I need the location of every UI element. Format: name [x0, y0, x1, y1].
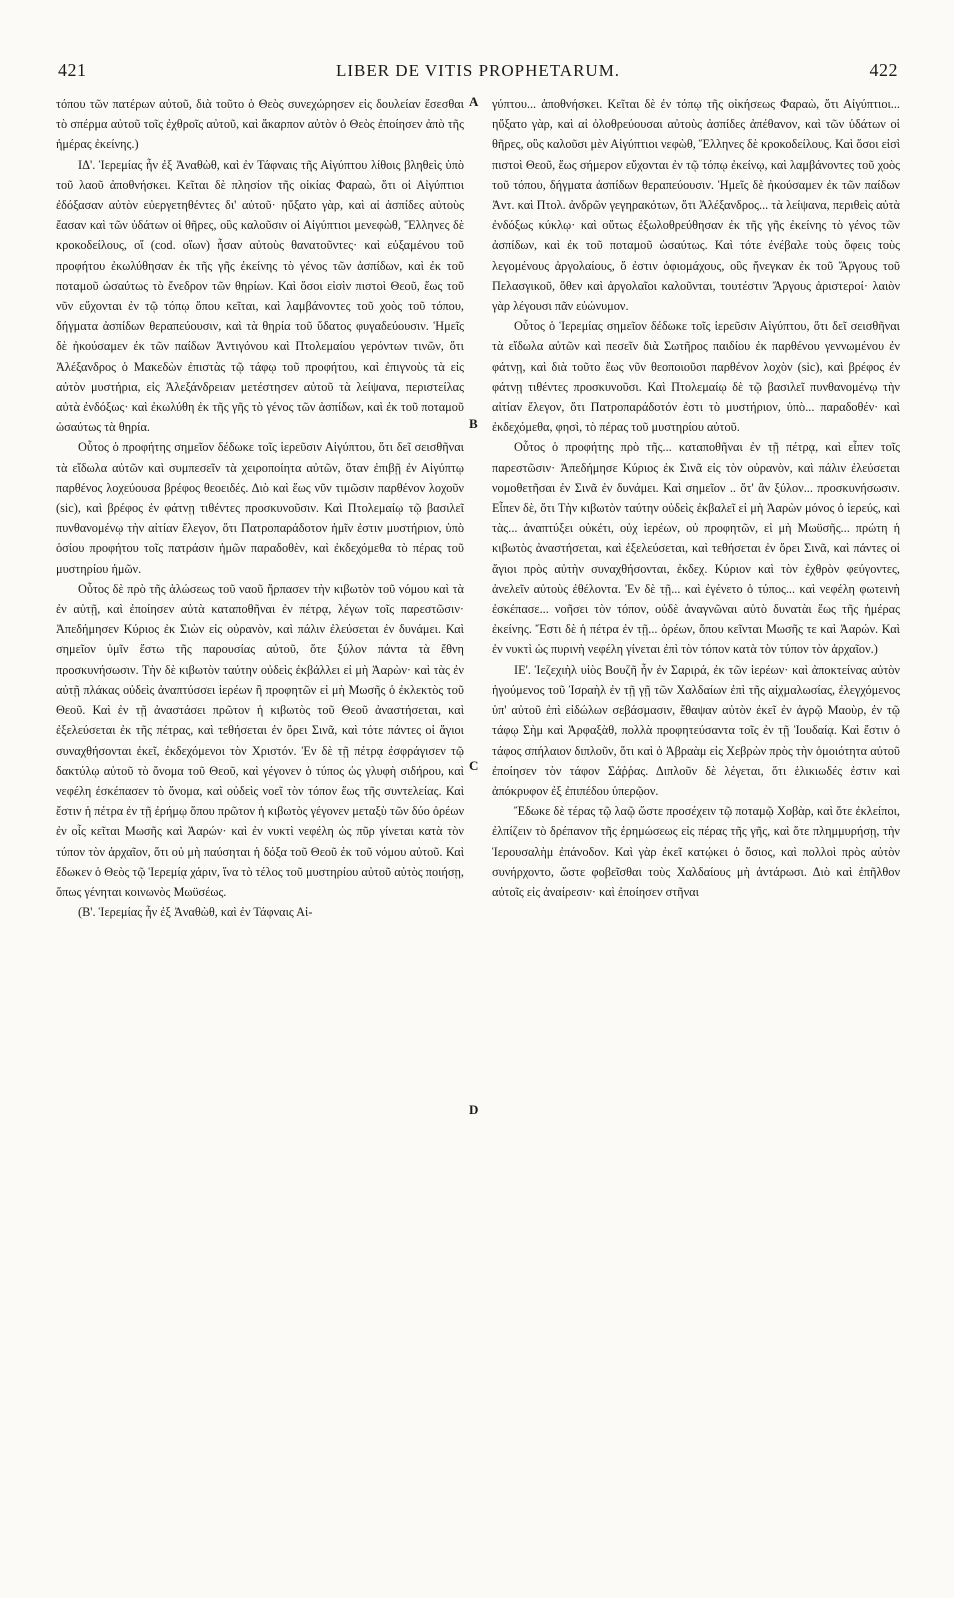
paragraph: Ἔδωκε δὲ τέρας τῷ λαῷ ὥστε προσέχειν τῷ ποταμῷ Χοβὰρ, καὶ ὅτε ἐκλείποι, ἐλπίζειν τὸ δρέπανον τῆς ἐρημώσεως εἰς πέρας τῆς γῆς, καὶ ὅτε πλημμυρήσῃ, τὴν Ἱερουσαλὴμ ἐπάνοδον. Καὶ γὰρ ἐκεῖ κατῴκει ὁ ὅσιος, καὶ πολλοὶ πρὸς αὐτὸν συνήρχοντο, ὥστε φοβεῖσθαι τοὺς Χαλδαίους μὴ ἀντάρωσι. Διὸ καὶ ἐπῆλθον αὐτοῖς εἰς ἀναίρεσιν· καὶ ἐποίησεν στῆναι — [492, 804, 900, 899]
running-title: LIBER DE VITIS PROPHETARUM. — [335, 61, 621, 80]
paragraph: (Β'. Ἱερεμίας ἦν ἐξ Ἀναθὼθ, καὶ ἐν Τάφναις Αἰ- — [78, 905, 313, 920]
paragraph: Οὗτος ὁ Ἱερεμίας σημεῖον δέδωκε τοῖς ἱερεῦσιν Αἰγύπτου, ὅτι δεῖ σεισθῆναι τὰ εἴδωλα αὐτῶν καὶ πεσεῖν διὰ Σωτῆρος παιδίου ἐκ παρθένου γεννωμένου ἐν φάτνῃ, καὶ διὰ τοῦτο ἕως νῦν θεοποιοῦσι παρθένον λοχὸν (sic), καὶ βρέφος ἐν φάτνῃ τιθέντες προσκυνοῦσι. Καὶ Πτολεμαίῳ δὲ τῷ βασιλεῖ πυνθανομένῳ τὴν αἰτίαν ἔλεγον, ὅτι Πατροπαράδοτόν ἐστι τὸ μυστήριον, ὑπὸ... παραδοθέν· καὶ ἐκδεχόμεθα, φησὶ, τὸ πέρας τοῦ μυστηρίου αὐτοῦ. — [492, 319, 900, 435]
section-marker-d: D — [469, 1102, 479, 1117]
paragraph: τόπου τῶν πατέρων αὐτοῦ, διὰ τοῦτο ὁ Θεὸς συνεχώρησεν εἰς δουλείαν ἔσεσθαι τὸ σπέρμα αὐτοῦ τοῖς ἐχθροῖς αὐτοῦ, καὶ ἄκαρπον αὐτὸν ὁ Θεὸς ἐποίησεν ἀπὸ τῆς ἡμέρας ἐκείνης.) — [56, 97, 464, 152]
left-column — [56, 94, 464, 1562]
paragraph: Οὗτος ὁ προφήτης πρὸ τῆς... καταποθῆναι ἐν τῇ πέτρᾳ, καὶ εἶπεν τοῖς παρεστῶσιν· Ἀπεδήμησε Κύριος ἐκ Σινᾶ εἰς τὸν οὐρανὸν, καὶ πάλιν ἐλεύσεται νομοθετῆσαι ἐν Σινᾶ ἐν δυνάμει. Καὶ σημεῖον .. ὅτ' ἂν ξύλον... προσκυνήσωσιν. Εἶπεν δὲ, ὅτι Τὴν κιβωτὸν ταύτην οὐδεὶς ἐκβαλεῖ εἰ μὴ Ἀαρὼν μόνος ὁ ἱερεύς, καὶ τὰς... ἀναπτύξει οὐκέτι, οὐχ ἱερέων, οὐ προφητῶν, εἰ μὴ Μωϋσῆς... πρώτη ἡ κιβωτὸς ἀναστήσεται, καὶ ἐξελεύσεται, καὶ τεθήσεται ἐν ὄρει Σινᾶ, καὶ πάντες οἱ ἅγιοι πρὸς αὐτὴν συναχθήσονται, ἐκδεχ. Κύριον καὶ τὸν ἐχθρὸν φεύγοντες, ἀνελεῖν αὐτοὺς ἐθέλοντα. Ἐν δὲ τῇ... καὶ ἐγένετο ὁ τύπος... καὶ νεφέλη φωτεινὴ ἐσκέπασε... νοῆσει τὸν τόπον, οὐδὲ ἀναγνῶναι αὐτὸ δυνατὰι ἕως τῆς ἡμέρας ἐκείνης. Ἔστι δὲ ἡ πέτρα ἐν τῇ... ὀρέων, ὅπου κεῖνται Μωσῆς τε καὶ Ἀαρών. Καὶ ἐν νυκτὶ ὡς πυρινὴ νεφέλη γίνεται ἐπὶ τὸν τόπον κατὰ τὸν τύπον τὸν ἀρχαῖον.) — [492, 440, 900, 657]
section-marker-a: A — [469, 94, 479, 109]
text-columns — [56, 94, 900, 1562]
paragraph: γύπτου... ἀποθνήσκει. Κεῖται δὲ ἐν τόπῳ τῆς οἰκήσεως Φαραὼ, ὅτι Αἰγύπτιοι... ηὔξατο γὰρ, καὶ αἱ ὀλοθρεύουσαι αὐτοὺς ἀσπίδες ἀπέθανον, καὶ τῶν ὑδάτων οἱ θῆρες, οὓς καλοῦσι μὲν Αἰγύπτιοι νεφὼθ, Ἕλληνες δὲ κροκοδείλους. Καὶ ὅσοι εἰσὶ πιστοὶ Θεοῦ, ἕως σήμερον εὔχονται ἐν τῷ τόπῳ ἐκείνῳ, καὶ λαμβάνοντες τοῦ χοὸς τοῦ τόπου, δήγματα ἀσπίδων θεραπεύουσιν. Ἡμεῖς δὲ ἠκούσαμεν ἐκ τῶν παίδων Ἀντ. καὶ Πτολ. ἀνδρῶν γεγηρακότων, ὅτι Ἀλέξανδρος... τὰ λείψανα, περιθεὶς αὐτὰ ἐνδόξως κύκλῳ· καὶ οὕτως ἐξωλοθρεύθησαν ἐκ τῆς γῆς ἐκείνης τὸ γένος τῶν ἀσπίδων, καὶ ἐκ τοῦ ποταμοῦ ὡσαύτως. Καὶ τότε ἐνέβαλε τοὺς ὄφεις τοὺς λεγομένους ἀργολαίους, ὅ ἐστιν ὀφιομάχους, οὓς ἤνεγκαν ἐκ τοῦ Ἄργους τοῦ Πελασγικοῦ, ὅθεν καὶ ἀργολαῖοι καλοῦνται, τουτέστιν Ἄργους ἀριστεροί· λαιὸν γὰρ λέγουσι πᾶν εὐώνυμον. — [492, 97, 901, 314]
page-number-left: 421 — [58, 60, 87, 80]
page-number-right: 422 — [869, 60, 898, 80]
section-marker-b: B — [469, 416, 478, 431]
running-header — [58, 60, 898, 84]
paragraph: ΙΔ'. Ἱερεμίας ἦν ἐξ Ἀναθὼθ, καὶ ἐν Τάφναις τῆς Αἰγύπτου λίθοις βληθεὶς ὑπὸ τοῦ λαοῦ ἀποθνήσκει. Κεῖται δὲ πλησίον τῆς οἰκίας Φαραὼ, ὅτι οἱ Αἰγύπτιοι ἐδόξασαν αὐτὸν εὐεργετηθέντες δι' αὐτοῦ· ηὔξατο γὰρ, καὶ αἱ ἀσπίδες αὐτοὺς ἔασαν καὶ τῶν ὑδάτων οἱ θῆρες, οὓς καλοῦσιν οἱ Αἰγύπτιοι μενεφὼθ, Ἕλληνες δὲ κροκοδείλους, οἵ (cod. οἵων) ἦσαν αὐτοὺς θανατοῦντες· καὶ εὐξαμένου τοῦ προφήτου ἐκωλύθησαν ἐκ τῆς γῆς ἐκείνης τὸ γένος τῶν ἀσπίδων, καὶ ἐκ τοῦ ποταμοῦ ὡσαύτως τὸ ἔνεδρον τῶν θηρίων. Καὶ ὅσοι εἰσὶν πιστοὶ Θεοῦ, ἕως τοῦ νῦν εὔχονται ἐν τῷ τόπῳ ὅπου κεῖται, καὶ λαμβάνοντες τοῦ χοὸς τοῦ τόπου, δήγματα ἀσπίδων θεραπεύουσιν, καὶ τὰ θηρία τοῦ ὕδατος φυγαδεύουσιν. Ἡμεῖς δὲ ἠκούσαμεν ἐκ τῶν παίδων Ἀντιγόνου καὶ Πτολεμαίου γερόντων τινῶν, ὅτι Ἀλέξανδρος ὁ Μακεδὼν ἐπιστὰς τῷ τάφῳ τοῦ προφήτου, καὶ ἐπιγνοὺς τὰ εἰς αὐτὸν μυστήρια, εἰς Ἀλεξάνδρειαν μετέστησεν αὐτοῦ τὰ λείψανα, περιστείλας αὐτὰ ἐνδόξως· καὶ ἐκωλύθη ἐκ τῆς γῆς τὸ γένος τῶν ἀσπίδων, καὶ ἐκ τοῦ ποταμοῦ ὡσαύτως τὰ θηρία. — [56, 157, 464, 435]
column-gutter — [467, 94, 489, 1562]
paragraph: Οὗτος ὁ προφήτης σημεῖον δέδωκε τοῖς ἱερεῦσιν Αἰγύπτου, ὅτι δεῖ σεισθῆναι τὰ εἴδωλα αὐτῶν καὶ συμπεσεῖν τὰ χειροποίητα αὐτῶν, ὅταν ἐπιβῇ ἐν Αἰγύπτῳ παρθένος λοχεύουσα βρέφος θεοειδές. Διὸ καὶ ἕως νῦν τιμῶσιν παρθένον λοχοῦν (sic), καὶ βρέφος ἐν φάτνῃ τιθέντες προσκυνοῦσιν. Καὶ Πτολεμαίῳ τῷ βασιλεῖ πυνθανομένῳ τὴν αἰτίαν ἔλεγον, ὅτι Πατροπαράδοτον ἡμῖν ἐστιν μυστήριον, ὑπὸ ὁσίου προφήτου τοῖς πατράσιν ἡμῶν παραδοθὲν, καὶ ἐκδεχόμεθα τὸ πέρας τοῦ μυστηρίου ἡμῶν. — [56, 440, 464, 576]
right-column — [492, 94, 900, 1562]
paragraph: Οὗτος δὲ πρὸ τῆς ἁλώσεως τοῦ ναοῦ ἥρπασεν τὴν κιβωτὸν τοῦ νόμου καὶ τὰ ἐν αὐτῇ, καὶ ἐποίησεν αὐτὰ καταποθῆναι ἐν πέτρᾳ, λέγων τοῖς παρεστῶσιν· Ἀπεδήμησεν Κύριος ἐκ Σιὼν εἰς οὐρανὸν, καὶ πάλιν ἐλεύσεται ἐν δυνάμει. Καὶ σημεῖον ὑμῖν ἔστω τῆς παρουσίας αὐτοῦ, ὅτε ξύλον πάντα τὰ ἔθνη προσκυνήσωσιν. Τὴν δὲ κιβωτὸν ταύτην οὐδεὶς ἐκβάλλει εἰ μὴ Ἀαρὼν· καὶ τὰς ἐν αὐτῇ πλάκας οὐδεὶς ἀναπτύσσει ἱερέων ἢ προφητῶν εἰ μὴ Μωσῆς ὁ ἐκλεκτὸς τοῦ Θεοῦ. Καὶ ἐν τῇ ἀναστάσει πρῶτον ἡ κιβωτὸς τοῦ Θεοῦ ἀναστήσεται, καὶ ἐξελεύσεται ἐκ τῆς πέτρας, καὶ τεθήσεται ἐν ὄρει Σινᾶ, καὶ τότε πάντες οἱ ἅγιοι συναχθήσονται ἐκεῖ, ἐκδεχόμενοι τὸν Χριστόν. Ἐν δὲ τῇ πέτρᾳ ἐσφράγισεν τῷ δακτύλῳ αὐτοῦ τὸ ὄνομα τοῦ Θεοῦ, καὶ γέγονεν ὁ τύπος ὡς γλυφὴ σιδήρου, καὶ νεφέλη ἐσκέπασεν τὸ ὄνομα, καὶ οὐδεὶς νοεῖ τὸν τόπον ἕως τῆς συντελείας. Καὶ ἔστιν ἡ πέτρα ἐν τῇ ἐρήμῳ ὅπου πρῶτον ἡ κιβωτὸς γέγονεν μεταξὺ τῶν δύο ὀρέων ἐν οἷς κεῖται Μωσῆς καὶ Ἀαρών· καὶ ἐν νυκτὶ νεφέλη ὡς πῦρ γίνεται κατὰ τὸν τύπον τὸν ἀρχαῖον, ὅτι οὐ μὴ παύσηται ἡ δόξα τοῦ Θεοῦ ἐκ τοῦ νόμου αὐτοῦ. Καὶ ἔδωκεν ὁ Θεὸς τῷ Ἱερεμίᾳ χάριν, ἵνα τὸ τέλος τοῦ μυστηρίου αὐτοῦ αὐτὸς ποιήσῃ, ὅπως γένηται κοινωνὸς Μωϋσέως. — [56, 581, 464, 899]
paragraph: ΙΕ'. Ἰεζεχιὴλ υἱὸς Βουζῆ ἦν ἐν Σαριρά, ἐκ τῶν ἱερέων· καὶ ἀποκτείνας αὐτὸν ἡγούμενος τοῦ Ἰσραὴλ ἐν τῇ γῇ τῶν Χαλδαίων ἐπὶ τῆς αἰχμαλωσίας, ἐλεγχόμενος ὑπ' αὐτοῦ ἐπὶ εἰδώλων σεβάσμασιν, ἔθαψαν αὐτὸν ἐκεῖ ἐν ἀγρῷ Μαοὺρ, ἐν τῷ τάφῳ Σὴμ καὶ Ἀρφαξὰθ, πολλὰ προφητεύσαντα τοῖς ἐν τῇ Ἰουδαίᾳ. Καὶ ἔστιν ὁ τάφος σπήλαιον διπλοῦν, ὅτι καὶ ὁ Ἀβραὰμ εἰς Χεβρὼν πρὸς τὴν ὁμοιότητα αὐτοῦ ἐποίησεν τὸν τάφον Σάῤῥας. Διπλοῦν δὲ λέγεται, ὅτι ἑλικιωδές ἐστιν καὶ ἀπόκρυφον ἐξ ἐπιπέδου ὑπερῷον. — [492, 662, 900, 798]
section-marker-c: C — [469, 758, 479, 773]
